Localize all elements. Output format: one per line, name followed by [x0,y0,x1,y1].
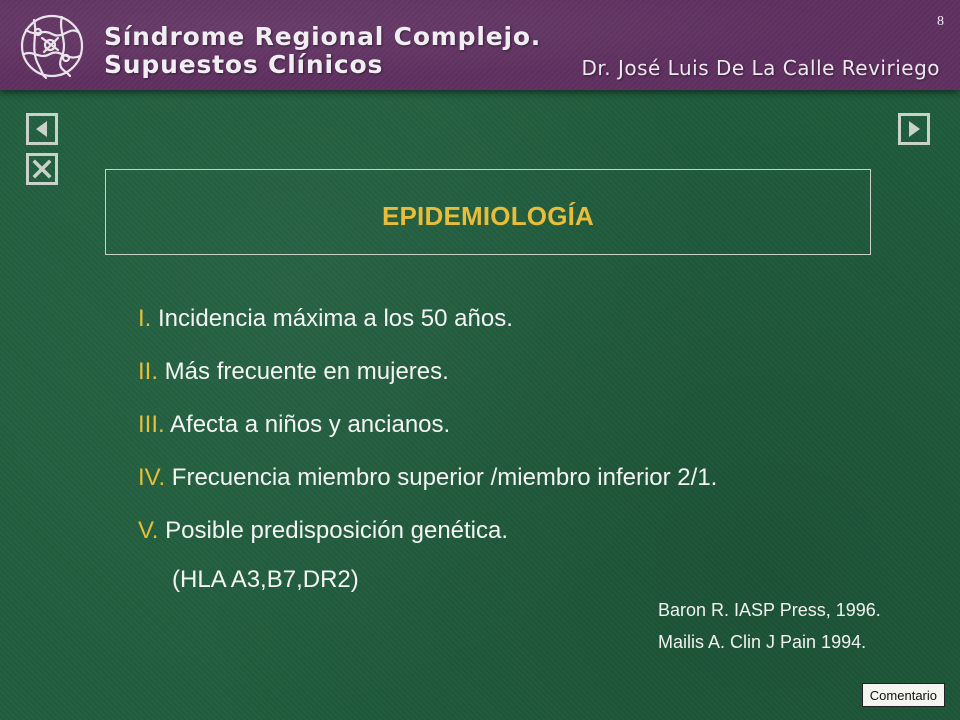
comment-button[interactable]: Comentario [862,683,945,707]
item-text: Más frecuente en mujeres. [158,358,449,385]
item-number: V. [138,517,159,544]
neuron-network-logo [12,8,92,84]
epidemiology-list [138,303,717,568]
item-text: Incidencia máxima a los 50 años. [151,305,513,332]
list-item [138,356,717,409]
list-item [138,515,717,568]
item-continuation: (HLA A3,B7,DR2) [172,566,359,593]
item-text: Frecuencia miembro superior /miembro inferior 2/1. [165,464,718,491]
triangle-left-icon [26,113,58,145]
list-item [138,462,717,515]
item-number: II. [138,358,159,385]
author-name: Dr. José Luis De La Calle Reviriego [581,56,940,80]
previous-slide-button[interactable] [26,113,58,145]
list-item [138,303,717,356]
header-bar [0,0,960,90]
item-text: Posible predisposición genética. [158,517,509,544]
references [658,596,881,660]
item-number: III. [138,411,165,438]
presentation-title-line2: Supuestos Clínicos [104,50,384,79]
section-title: EPIDEMIOLOGÍA [381,201,595,231]
item-number: I. [138,305,152,332]
item-number: IV. [138,464,166,491]
close-presentation-button[interactable] [26,153,58,185]
reference-item: Mailis A. Clin J Pain 1994. [658,632,867,652]
triangle-right-icon [898,113,930,145]
section-title-box [105,169,871,255]
next-slide-button[interactable] [898,113,930,145]
x-close-icon [26,153,58,185]
list-item [138,409,717,462]
presentation-title-line1: Síndrome Regional Complejo. [104,22,542,51]
item-text: Afecta a niños y ancianos. [164,411,451,438]
page-number: 8 [937,14,944,29]
reference-item: Baron R. IASP Press, 1996. [658,600,881,620]
